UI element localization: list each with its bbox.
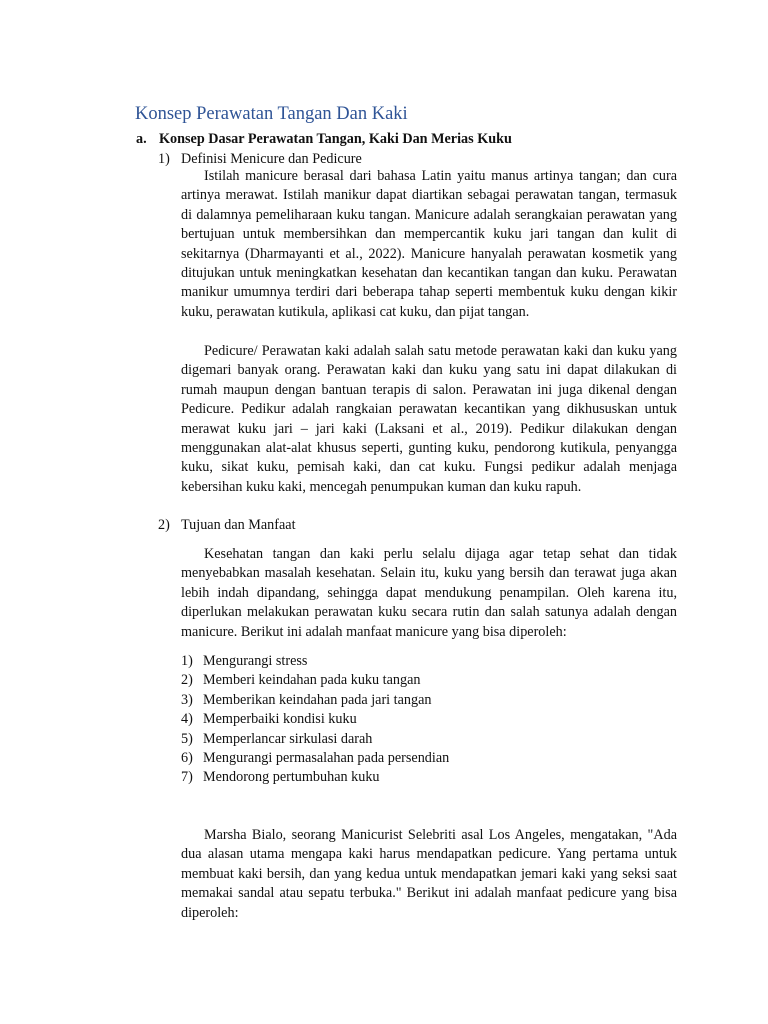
list-item-text: Memperbaiki kondisi kuku [203,711,357,728]
list-item [181,652,449,671]
manicure-benefits-list [181,652,449,788]
section-a-label: a. [136,131,147,147]
list-item-text: Memberikan keindahan pada jari tangan [203,691,432,708]
list-item-number: 1) [181,653,193,669]
list-item-number: 7) [181,769,193,786]
list-item [181,691,449,710]
item-2-heading [158,517,296,534]
list-item [181,671,449,690]
list-item-text: Memperlancar sirkulasi darah [203,730,373,747]
section-a-title [136,131,512,148]
page-heading: Konsep Perawatan Tangan Dan Kaki [135,104,408,124]
item-2-number: 2) [158,517,170,533]
list-item-text: Mengurangi stress [203,653,308,669]
list-item-text: Mengurangi permasalahan pada persendian [203,749,450,766]
item-1-number: 1) [158,151,170,167]
list-item [181,768,449,787]
list-item [181,730,449,749]
list-item-number: 6) [181,749,193,766]
item-2-title: Tujuan dan Manfaat [181,517,296,533]
manicure-definition-paragraph: Istilah manicure berasal dari bahasa Latin yaitu manus artinya tangan; dan cura artinya merawat. Istilah manikur dapat diartikan sebagai perawatan tangan, termasuk di dalamnya pemeliharaan kuku tangan. Manicure adalah serangkaian perawatan yang bertujuan untuk membersihkan dan mempercantik kuku jari tangan dan kulit di sekitarnya (Dharmayanti et al., 2022). Manicure hanyalah perawatan kosmetik yang ditujukan untuk meningkatkan kesehatan dan kecantikan tangan dan kuku. Perawatan manikur umumnya terdiri dari beberapa tahap seperti membentuk kuku dengan kikir kuku, perawatan kutikula, aplikasi cat kuku, dan pijat tangan. [181,168,677,320]
list-item [181,749,449,768]
list-item-text: Mendorong pertumbuhan kuku [203,769,380,786]
item-1-title: Definisi Menicure dan Pedicure [181,151,362,167]
tujuan-manfaat-paragraph: Kesehatan tangan dan kaki perlu selalu dijaga agar tetap sehat dan tidak menyebabkan masalah kesehatan. Selain itu, kuku yang bersih dan terawat juga akan lebih indah dipandang, sehingga dapat mendukung penampilan. Oleh karena itu, diperlukan melakukan perawatan kuku secara rutin dan salah satunya adalah dengan manicure. Berikut ini adalah manfaat manicure yang bisa diperoleh: [181,546,677,640]
item-1-heading [158,151,362,168]
list-item [181,710,449,729]
pedicure-definition-paragraph: Pedicure/ Perawatan kaki adalah salah satu metode perawatan kaki dan kuku yang digemari banyak orang. Perawatan kaki dan kuku yang satu ini dapat dilakukan di rumah maupun dengan bantuan terapis di salon. Perawatan ini juga dikenal dengan Pedicure. Pedikur adalah rangkaian perawatan kecantikan yang dikhususkan untuk merawat kuku jari – jari kaki (Laksani et al., 2019). Pedikur dilakukan dengan menggunakan alat-alat khusus seperti, gunting kuku, pendorong kutikula, penyangga kuku, sikat kuku, pemisah kaki, dan cat kuku. Fungsi pedikur adalah menjaga kebersihan kuku kaki, mencegah penumpukan kuman dan kuku rapuh. [181,343,677,495]
list-item-text: Memberi keindahan pada kuku tangan [203,672,421,689]
list-item-number: 3) [181,691,193,708]
list-item-number: 5) [181,730,193,747]
list-item-number: 4) [181,711,193,728]
pedicure-benefits-intro-paragraph: Marsha Bialo, seorang Manicurist Selebriti asal Los Angeles, mengatakan, "Ada dua alasan utama mengapa kaki harus mendapatkan pedicure. Yang pertama untuk membuat kaki bersih, dan yang kedua untuk mendapatkan jemari kaki yang seksi saat memakai sandal atau sepatu terbuka." Berikut ini adalah manfaat pedicure yang bisa diperoleh: [181,827,677,921]
section-a-text: Konsep Dasar Perawatan Tangan, Kaki Dan Merias Kuku [159,131,512,147]
list-item-number: 2) [181,672,193,689]
